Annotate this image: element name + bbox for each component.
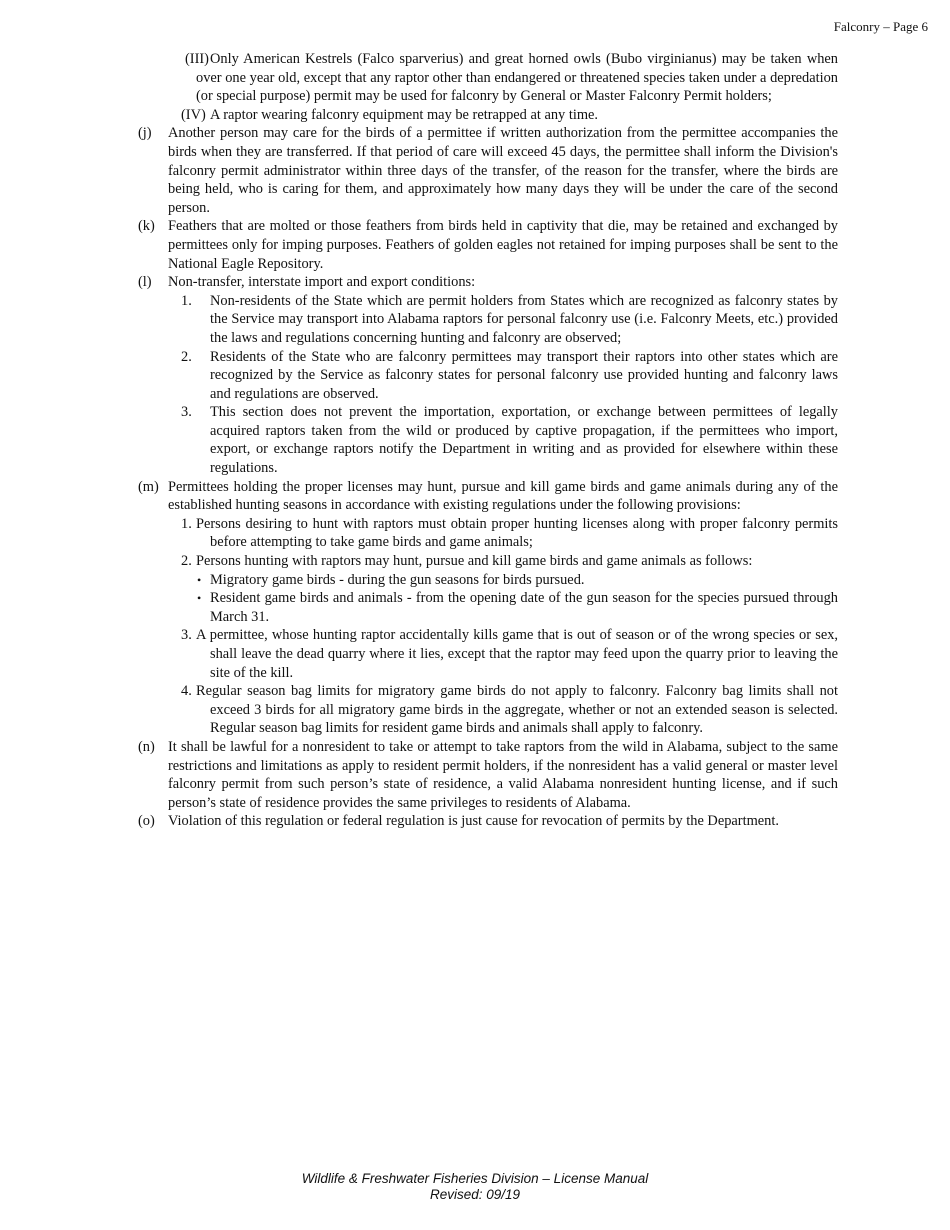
item-text: This section does not prevent the importation, exportation, or exchange between permittees of legally acquired raptors taken from the wild or produced by captive propagation, if the permittees who import, export, or exchange raptors notify the Department in writing and as provided for elsewhere within these regulations. bbox=[210, 404, 838, 477]
item-m-1 bbox=[138, 515, 838, 552]
item-marker: 1. bbox=[181, 515, 192, 532]
bullet-resident bbox=[138, 589, 838, 626]
item-text: A permittee, whose hunting raptor accidentally kills game that is out of season or of the wrong species or sex, shall leave the dead quarry where it lies, except that the raptor may feed upon the quarry prior to leaving the site of the kill. bbox=[196, 627, 838, 681]
item-n bbox=[138, 738, 838, 812]
item-m-2 bbox=[138, 552, 838, 571]
item-text: Violation of this regulation or federal regulation is just cause for revocation of permits by the Department. bbox=[168, 813, 779, 830]
regulation-body bbox=[138, 50, 838, 831]
item-j bbox=[138, 124, 838, 217]
footer-title: Wildlife & Freshwater Fisheries Division – License Manual bbox=[301, 1171, 649, 1186]
item-l-1 bbox=[138, 292, 838, 348]
item-marker: (k) bbox=[138, 218, 155, 235]
item-m-3 bbox=[138, 626, 838, 682]
page-label: Falconry – Page 6 bbox=[833, 19, 928, 34]
item-text: Regular season bag limits for migratory game birds do not apply to falconry. Falconry bag limits shall not exceed 3 birds for all migratory game birds in the aggregate, whether or not an extended season is selected. Regular season bag limits for resident game birds and animals shall apply to falconry. bbox=[196, 683, 838, 737]
item-marker: 4. bbox=[181, 683, 192, 700]
item-text: Non-transfer, interstate import and export conditions: bbox=[168, 274, 476, 291]
bullet-text: Migratory game birds - during the gun seasons for birds pursued. bbox=[210, 571, 585, 588]
item-text: Only American Kestrels (Falco sparverius) and great horned owls (Bubo virginianus) may be taken when over one year old, except that any raptor other than endangered or threatened species taken under a depredation (or special purpose) permit may be used for falconry by General or Master Falconry Permit holders; bbox=[196, 51, 838, 105]
item-marker: (j) bbox=[138, 125, 152, 142]
item-marker: 2. bbox=[181, 348, 192, 365]
item-text: Another person may care for the birds of a permittee if written authorization from the permittee accompanies the birds when they are transferred. If that period of care will exceed 45 days, the permittee shall inform the Division's falconry permit administrator within three days of the transfer, of the reason for the transfer, where the birds are being held, who is caring for them, and approximately how many days they will be under the care of the second person. bbox=[168, 125, 838, 216]
bullet-text: Resident game birds and animals - from the opening date of the gun season for the species pursued through March 31. bbox=[210, 590, 838, 625]
item-o bbox=[138, 812, 838, 831]
item-marker: (n) bbox=[138, 738, 155, 755]
item-marker: (IV) bbox=[181, 106, 206, 123]
bullet-icon: • bbox=[197, 572, 202, 587]
item-text: Non-residents of the State which are permit holders from States which are recognized as falconry states by the Service may transport into Alabama raptors for personal falconry use (i.e. Falconry Meets, etc.) provided the laws and regulations concerning hunting and falconry are observed; bbox=[210, 292, 838, 346]
item-text: Persons desiring to hunt with raptors must obtain proper hunting licenses along with proper falconry permits before attempting to take game birds and game animals; bbox=[196, 515, 838, 551]
item-text: Persons hunting with raptors may hunt, pursue and kill game birds and game animals as follows: bbox=[196, 553, 753, 570]
item-text: Residents of the State who are falconry permittees may transport their raptors into other states which are recognized by the Service as falconry states for personal falconry use provided hunting and falconry laws and regulations are observed. bbox=[210, 348, 838, 402]
item-iii bbox=[138, 50, 838, 106]
bullet-migratory bbox=[138, 571, 838, 590]
item-k bbox=[138, 217, 838, 273]
item-text: Permittees holding the proper licenses may hunt, pursue and kill game birds and game animals during any of the established hunting seasons in accordance with existing regulations under the following provisions: bbox=[168, 478, 838, 514]
footer-revised: Revised: 09/19 bbox=[429, 1187, 521, 1202]
item-marker: 3. bbox=[181, 404, 192, 421]
item-marker: (m) bbox=[138, 478, 159, 495]
item-m-4 bbox=[138, 682, 838, 738]
item-marker: (III) bbox=[185, 51, 209, 67]
item-text: It shall be lawful for a nonresident to take or attempt to take raptors from the wild in Alabama, subject to the same restrictions and limitations as apply to resident permit holders, if the nonresident has a valid general or master level falconry permit from such person’s state of residence, a valid Alabama nonresident hunting license, and if such person’s state of residence provides the same privileges to residents of Alabama. bbox=[168, 738, 838, 811]
item-iv bbox=[138, 106, 838, 125]
item-marker: 3. bbox=[181, 627, 192, 644]
item-m bbox=[138, 478, 838, 515]
item-l-3 bbox=[138, 403, 838, 477]
page-footer bbox=[0, 1171, 950, 1203]
item-l-2 bbox=[138, 348, 838, 404]
item-marker: 2. bbox=[181, 553, 192, 570]
item-text: Feathers that are molted or those feathers from birds held in captivity that die, may be retained and exchanged by permittees only for imping purposes. Feathers of golden eagles not retained for imping purposes shall be sent to the National Eagle Repository. bbox=[168, 218, 838, 272]
item-l bbox=[138, 273, 838, 292]
item-marker: 1. bbox=[181, 292, 192, 309]
item-marker: (o) bbox=[138, 813, 155, 830]
bullet-icon: • bbox=[197, 591, 202, 606]
item-marker: (l) bbox=[138, 274, 152, 291]
item-text: A raptor wearing falconry equipment may be retrapped at any time. bbox=[210, 106, 598, 123]
